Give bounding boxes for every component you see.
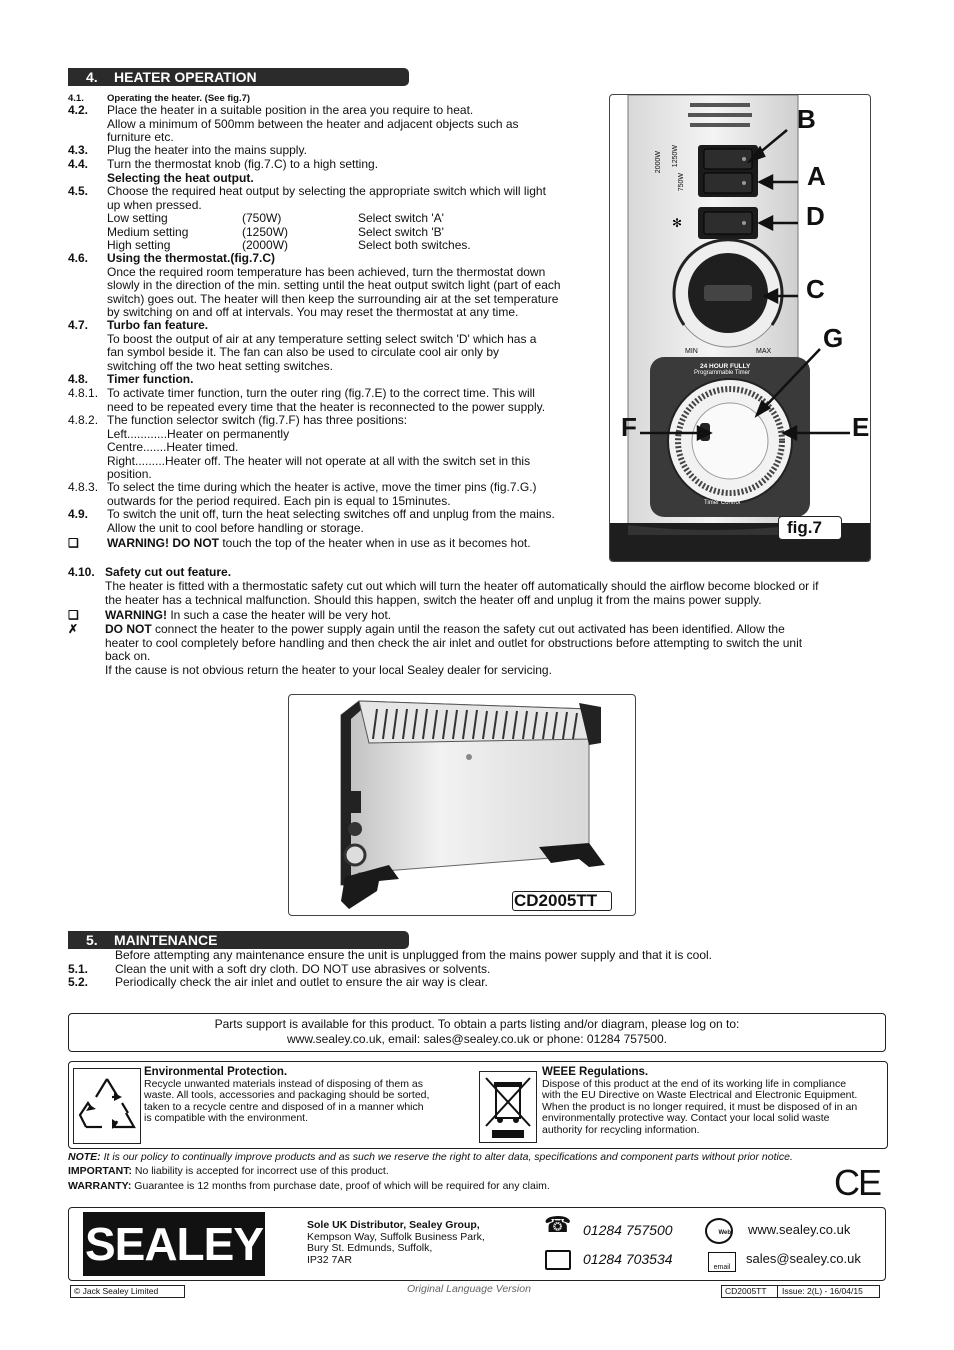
line: If the cause is not obvious return the heater to your local Sealey dealer for servicing. [105, 662, 552, 677]
distributor-title: Sole UK Distributor, Sealey Group, [307, 1219, 480, 1231]
setting-name: Low setting [107, 211, 168, 225]
footer-issue: Issue: 2(L) - 16/04/15 [782, 1286, 863, 1296]
model-issue-box [721, 1285, 880, 1298]
line: Place the heater in a suitable position in the area you require to heat. [107, 103, 474, 117]
line: When the product is no longer required, it must be disposed of in an [542, 1100, 858, 1113]
line: position. [107, 467, 152, 481]
maintenance-intro: Before attempting any maintenance ensure the unit is unplugged from the mains power supply and that it is cool. [115, 948, 713, 962]
web-icon: Web [705, 1218, 733, 1244]
subheading: Turbo fan feature. [107, 318, 209, 332]
line: Turn the thermostat knob (fig.7.C) to a high setting. [107, 157, 379, 171]
item-number: 4.3. [68, 143, 89, 157]
setting-action: Select switch 'B' [358, 224, 444, 239]
ce-mark: CE [834, 1162, 881, 1203]
item-number: 4.4. [68, 157, 89, 171]
item-text [107, 414, 607, 482]
item-text [107, 158, 607, 185]
section-title: HEATER OPERATION [114, 69, 257, 85]
dial-min-label: MIN [685, 348, 698, 355]
weee-text [542, 1067, 887, 1136]
fax-number[interactable]: 01284 703534 [583, 1251, 673, 1267]
line: switching off the two heat setting switches. [107, 358, 333, 373]
setting-name: High setting [107, 238, 171, 252]
web-link[interactable]: www.sealey.co.uk [748, 1222, 851, 1237]
settings-row [107, 212, 547, 226]
section-number: 4. [86, 69, 98, 85]
important-line [68, 1166, 768, 1178]
donot-label: DO NOT [105, 622, 152, 636]
subheading: Using the thermostat.(fig.7.C) [107, 251, 276, 265]
note-text: It is our policy to continually improve products and as such we reserve the right to alter data, specifications and component parts without prior notice. [100, 1151, 793, 1163]
item-text [107, 319, 607, 373]
line: Right.........Heater off. The heater will not operate at all with the switch set in this [107, 453, 531, 468]
section-number: 5. [86, 932, 98, 948]
weee-title: WEEE Regulations. [542, 1066, 649, 1078]
copyright: © Jack Sealey Limited [70, 1285, 185, 1298]
line: Dispose of this product at the end of its working life in compliance [542, 1077, 847, 1090]
item-number: 4.10. [68, 565, 95, 579]
switch-label-750w: 750W [678, 173, 685, 192]
address-line: IP32 7AR [307, 1253, 352, 1266]
line: The heater is fitted with a thermostatic safety cut out which will turn the heater off automatically should the airflow become blocked or if [105, 579, 819, 593]
line: connect the heater to the power supply again until the reason the safety cut out activated has been identified. Allow the [151, 622, 785, 636]
item-number: 5.1. [68, 962, 89, 976]
item-number: 5.2. [68, 975, 89, 989]
item-number: 4.8.1. [68, 386, 99, 400]
setting-watts: (1250W) [242, 224, 289, 239]
footer-contact-box [68, 1207, 886, 1281]
item-text: Clean the unit with a soft dry cloth. DO NOT use abrasives or solvents. [115, 962, 491, 976]
item-text: Periodically check the air inlet and outlet to ensure the air way is clear. [115, 975, 488, 989]
switch-label-2000w: 2000W [655, 151, 662, 174]
important-text: No liability is accepted for incorrect use of this product. [131, 1165, 389, 1177]
label-b: B [797, 104, 816, 134]
line: outwards for the period required. Each pin is equal to 15minutes. [107, 493, 451, 508]
address-line: Kempson Way, Suffolk Business Park, [307, 1230, 485, 1243]
note-label: NOTE: [68, 1151, 101, 1163]
line: To select the time during which the heater is active, move the timer pins (fig.7.G.) [107, 480, 537, 494]
dial-max-label: MAX [756, 348, 772, 355]
cross-bullet-icon: ✗ [68, 622, 79, 636]
checkbox-bullet-icon: ❑ [68, 536, 79, 550]
note-line [68, 1152, 888, 1164]
phone-number[interactable]: 01284 757500 [583, 1222, 673, 1238]
subheading: Selecting the heat output. [107, 170, 254, 185]
setting-watts: (2000W) [242, 238, 289, 252]
parts-support-box [68, 1013, 886, 1052]
weee-bin-icon [479, 1071, 537, 1143]
distributor-address [307, 1220, 527, 1266]
item-text: Operating the heater. (See fig.7) [107, 93, 251, 104]
item-text [107, 508, 607, 535]
item-number: 4.8. [68, 372, 89, 386]
warning-label: WARNING! DO NOT [107, 536, 219, 550]
fig7-callout-arrows [600, 94, 890, 454]
item-text: Plug the heater into the mains supply. [107, 143, 307, 157]
line: furniture etc. [107, 130, 174, 144]
section-title: MAINTENANCE [114, 932, 218, 948]
sealey-logo: SEALEY [83, 1212, 265, 1276]
parts-line: www.sealey.co.uk, email: sales@sealey.co.uk or phone: 01284 757500. [287, 1031, 667, 1046]
line: fan symbol beside it. The fan can also be used to circulate cool air only by [107, 345, 499, 359]
line: switch) goes out. The heater will then keep the surrounding air at the set temperature [107, 291, 559, 306]
original-language-note: Original Language Version [407, 1283, 531, 1295]
item-number: 4.5. [68, 184, 89, 198]
subheading: Timer function. [107, 372, 194, 386]
label-c: C [806, 274, 825, 304]
parts-line: Parts support is available for this product. To obtain a parts listing and/or diagram, please log on to: [214, 1017, 740, 1031]
item-number: 4.8.2. [68, 413, 99, 427]
setting-name: Medium setting [107, 224, 189, 239]
item-text [107, 252, 607, 320]
line: back on. [105, 649, 151, 663]
item-text [107, 481, 607, 508]
subheading: Safety cut out feature. [105, 565, 232, 579]
label-e: E [852, 412, 870, 442]
line: slowly in the direction of the min. setting until the heat output switch light (part of each [107, 278, 561, 292]
item-text [107, 104, 607, 145]
email-icon: email [708, 1252, 736, 1272]
settings-row [107, 226, 547, 240]
footer-model: CD2005TT [725, 1286, 767, 1296]
item-number: 4.9. [68, 507, 89, 521]
line: To boost the output of air at any temperature setting select switch 'D' which has a [107, 331, 537, 346]
line: The function selector switch (fig.7.F) has three positions: [107, 413, 408, 427]
setting-action: Select both switches. [358, 238, 471, 252]
line: up when pressed. [107, 197, 202, 212]
line: To activate timer function, turn the outer ring (fig.7.E) to the correct time. This will [107, 386, 535, 400]
divider [777, 1286, 778, 1297]
line: Allow a minimum of 500mm between the heater and adjacent objects such as [107, 116, 519, 131]
setting-watts: (750W) [242, 211, 282, 225]
line: heater to cool completely before handling and then check the air inlet and outlet for obstructions before attempting to switch the unit [105, 635, 803, 650]
important-label: IMPORTANT: [68, 1165, 132, 1177]
fax-icon [545, 1250, 571, 1270]
line: environmentally protective way. Contact your local solid waste [542, 1112, 830, 1124]
label-d: D [806, 201, 825, 231]
environment-text [144, 1067, 464, 1125]
line: Left............Heater on permanently [107, 426, 290, 441]
line: by switching on and off at intervals. You may reset the thermostat at any time. [107, 305, 519, 319]
env-weee-box [68, 1061, 888, 1149]
section-5-header [68, 931, 409, 949]
item-text [107, 185, 607, 212]
fig7-caption: fig.7 [778, 516, 842, 540]
timer-subtitle: Programmable Timer [694, 370, 751, 376]
phone-icon: ☎ [544, 1212, 572, 1237]
line: the heater has a technical malfunction. Should this happen, switch the heater off and unplug it from the mains power supply. [105, 592, 762, 607]
warranty-label: WARRANTY: [68, 1180, 132, 1192]
line: taken to a recycle centre and disposed of in a manner which [144, 1100, 424, 1113]
warning-label: WARNING! [105, 608, 167, 622]
line: Allow the unit to cool before handling or storage. [107, 520, 364, 535]
switch-label-1250w: 1250W [672, 145, 679, 168]
setting-action: Select switch 'A' [358, 211, 444, 225]
item-number: 4.7. [68, 318, 89, 332]
line: is compatible with the environment. [144, 1112, 308, 1124]
product-image [288, 694, 636, 916]
line: need to be repeated every time that the heater is reconnected to the power supply. [107, 399, 546, 414]
label-g: G [823, 323, 844, 353]
item-number: 4.6. [68, 251, 89, 265]
section-4-header [68, 68, 409, 86]
line: authority for recycling information. [542, 1123, 700, 1136]
item-text [107, 387, 607, 414]
warning-text: In such a case the heater will be very hot. [167, 608, 392, 622]
environment-title: Environmental Protection. [144, 1066, 288, 1078]
convector-heater-illustration [289, 695, 636, 916]
line: Recycle unwanted materials instead of disposing of them as [144, 1077, 423, 1090]
line: with the EU Directive on Waste Electrical and Electronic Equipment. [542, 1089, 858, 1101]
item-number: 4.2. [68, 103, 89, 117]
label-a: A [807, 161, 826, 191]
fan-icon: ✻ [672, 216, 683, 230]
product-model-caption: CD2005TT [512, 891, 612, 911]
item-number: 4.8.3. [68, 480, 99, 494]
label-f: F [621, 412, 637, 442]
line: Once the required room temperature has been achieved, turn the thermostat down [107, 264, 546, 279]
warranty-line [68, 1181, 768, 1193]
warranty-text: Guarantee is 12 months from purchase date, proof of which will be required for any claim. [131, 1180, 550, 1192]
email-link[interactable]: sales@sealey.co.uk [746, 1251, 861, 1266]
settings-table [107, 212, 547, 253]
timer-footer: Timer Control [704, 500, 741, 506]
line: waste. All tools, accessories and packaging should be sorted, [144, 1089, 430, 1101]
checkbox-bullet-icon: ❑ [68, 608, 79, 622]
timer-title: 24 HOUR FULLY [700, 363, 751, 370]
address-line: Bury St. Edmunds, Suffolk, [307, 1242, 433, 1254]
recycle-icon [73, 1068, 141, 1144]
warning-text: touch the top of the heater when in use as it becomes hot. [219, 536, 531, 550]
item-number: 4.1. [68, 93, 84, 104]
line: Centre.......Heater timed. [107, 440, 239, 454]
line: To switch the unit off, turn the heat selecting switches off and unplug from the mains. [107, 507, 555, 521]
line: Choose the required heat output by selecting the appropriate switch which will light [107, 184, 546, 198]
